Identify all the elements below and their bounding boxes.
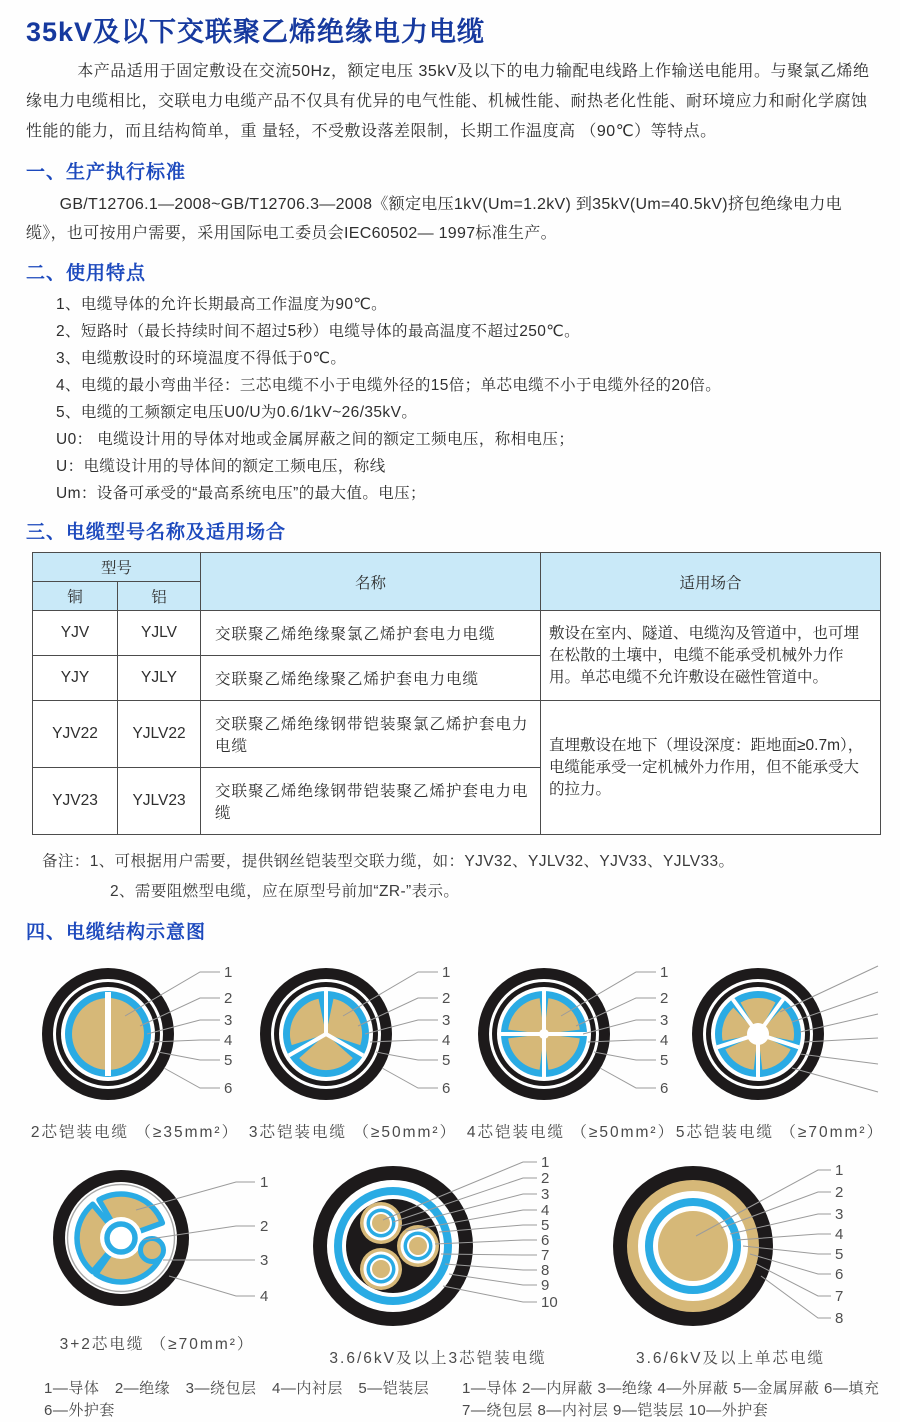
cell-name: 交联聚乙烯绝缘聚乙烯护套电力电缆 — [201, 656, 541, 701]
svg-text:3: 3 — [442, 1012, 451, 1029]
svg-text:3: 3 — [260, 1252, 269, 1269]
remark-line: 2、需要阻燃型电缆，应在原型号前加“ZR-”表示。 — [110, 883, 460, 900]
svg-text:1: 1 — [835, 1162, 844, 1179]
svg-text:7: 7 — [835, 1288, 844, 1305]
diagram-3core — [244, 950, 462, 1142]
svg-text:2: 2 — [260, 1218, 269, 1235]
feature-item: U0： 电缆设计用的导体对地或金属屏蔽之间的额定工频电压，称相电压； — [56, 431, 575, 448]
svg-text:7: 7 — [541, 1247, 550, 1264]
legend-line: 1—导体 2—内屏蔽 3—绝缘 4—外屏蔽 5—金属屏蔽 6—填充 — [462, 1380, 880, 1397]
cell-model-cu: YJV22 — [33, 701, 118, 768]
diagram-3plus2core — [26, 1152, 288, 1354]
diagram-caption: 3+2芯电缆 （≥70mm²） — [59, 1336, 255, 1353]
feature-item: 1、电缆导体的允许长期最高工作温度为90℃。 — [56, 296, 388, 313]
svg-text:4: 4 — [224, 1032, 233, 1049]
feature-list — [26, 291, 880, 507]
svg-text:4: 4 — [442, 1032, 451, 1049]
page-title: 35kV及以下交联聚乙烯绝缘电力电缆 — [26, 17, 486, 47]
diagram-caption: 5芯铠装电缆 （≥70mm²） — [675, 1124, 885, 1141]
diagram-4core — [462, 950, 680, 1142]
section-1-body: GB/T12706.1—2008~GB/T12706.3—2008《额定电压1kV(Um=1.2kV) 到35kV(Um=40.5kV)挤包绝缘电力电缆》，也可按用户需要，采用国际电工委员会IEC60502— 1997标准生产。 — [26, 196, 842, 242]
svg-text:3: 3 — [660, 1012, 669, 1029]
table-header-row — [33, 553, 881, 582]
cable-cross-section-6kv-1core-image — [593, 1152, 868, 1344]
svg-text:2: 2 — [541, 1170, 550, 1187]
diagram-6kv-1core — [588, 1152, 873, 1368]
cable-cross-section-4core-image — [466, 950, 676, 1118]
cable-cross-section-3core-image — [248, 950, 458, 1118]
svg-text:5: 5 — [224, 1052, 233, 1069]
feature-item: U：电缆设计用的导体间的额定工频电压，称线 — [56, 458, 386, 475]
feature-item: 3、电缆敷设时的环境温度不得低于0℃。 — [56, 350, 347, 367]
section-2-heading: 二、使用特点 — [26, 263, 147, 284]
legend-shielded — [462, 1378, 880, 1422]
svg-text:6: 6 — [835, 1266, 844, 1283]
cell-name: 交联聚乙烯绝缘钢带铠装聚氯乙烯护套电力电缆 — [201, 701, 541, 768]
cell-model-cu: YJY — [33, 656, 118, 701]
svg-text:4: 4 — [260, 1288, 269, 1305]
cell-name: 交联聚乙烯绝缘钢带铠装聚乙烯护套电力电缆 — [201, 768, 541, 835]
cell-model-cu: YJV — [33, 611, 118, 656]
diagram-row-1 — [26, 950, 885, 1142]
svg-text:4: 4 — [541, 1202, 550, 1219]
svg-text:6: 6 — [224, 1080, 233, 1097]
svg-text:3: 3 — [835, 1206, 844, 1223]
section-3-heading: 三、电缆型号名称及适用场合 — [26, 522, 287, 543]
header-model: 型号 — [33, 553, 201, 582]
svg-text:3: 3 — [541, 1186, 550, 1203]
cell-model-al: YJLV22 — [118, 701, 201, 768]
feature-item: 4、电缆的最小弯曲半径：三芯电缆不小于电缆外径的15倍；单芯电缆不小于电缆外径的20倍。 — [56, 377, 722, 394]
feature-item: 2、短路时（最长持续时间不超过5秒）电缆导体的最高温度不超过250℃。 — [56, 323, 581, 340]
cable-cross-section-6kv-3core-image — [293, 1152, 583, 1344]
svg-text:4: 4 — [835, 1226, 844, 1243]
diagram-2core — [26, 950, 244, 1142]
legend-line: 7—绕包层 8—内衬层 9—铠装层 10—外护套 — [462, 1402, 769, 1419]
cell-application: 敷设在室内、隧道、电缆沟及管道中，也可埋在松散的土壤中，电缆不能承受机械外力作用。单芯电缆不允许敷设在磁性管道中。 — [541, 611, 881, 701]
diagram-row-2 — [26, 1152, 880, 1368]
legend-row — [44, 1378, 880, 1422]
table-row — [33, 611, 881, 656]
cell-model-al: YJLY — [118, 656, 201, 701]
svg-text:4: 4 — [660, 1032, 669, 1049]
legend-line: 1—导体 2—绝缘 3—绕包层 4—内衬层 5—铠装层 — [44, 1380, 430, 1397]
table-row — [33, 701, 881, 768]
svg-text:8: 8 — [541, 1262, 550, 1279]
svg-text:6: 6 — [442, 1080, 451, 1097]
core — [397, 1225, 439, 1267]
diagram-caption: 2芯铠装电缆 （≥35mm²） — [30, 1124, 240, 1141]
svg-text:1: 1 — [660, 964, 669, 981]
remarks — [42, 847, 880, 907]
core — [360, 1248, 402, 1290]
core — [360, 1202, 402, 1244]
svg-text:5: 5 — [835, 1246, 844, 1263]
legend-armoured — [44, 1378, 462, 1422]
diagram-area — [26, 950, 885, 1422]
cell-name: 交联聚乙烯绝缘聚氯乙烯护套电力电缆 — [201, 611, 541, 656]
svg-text:1: 1 — [224, 964, 233, 981]
feature-item: 5、电缆的工频额定电压U0/U为0.6/1kV~26/35kV。 — [56, 404, 418, 421]
diagram-5core — [675, 950, 885, 1142]
svg-text:8: 8 — [835, 1310, 844, 1327]
cell-model-al: YJLV23 — [118, 768, 201, 835]
cable-model-table — [32, 552, 881, 835]
legend-line: 6—外护套 — [44, 1402, 115, 1419]
header-application: 适用场合 — [541, 553, 881, 611]
svg-text:3: 3 — [224, 1012, 233, 1029]
diagram-caption: 4芯铠装电缆 （≥50mm²） — [466, 1124, 676, 1141]
svg-text:1: 1 — [541, 1154, 550, 1171]
remark-line: 备注：1、可根据用户需要，提供钢丝铠装型交联力缆，如：YJV32、YJLV32、YJV33、YJLV33。 — [42, 853, 735, 870]
diagram-caption: 3.6/6kV及以上3芯铠装电缆 — [329, 1350, 547, 1367]
svg-text:6: 6 — [541, 1232, 550, 1249]
header-copper: 铜 — [33, 582, 118, 611]
cable-cross-section-2core-image — [30, 950, 240, 1118]
feature-item: Um：设备可承受的“最高系统电压”的最大值。电压； — [56, 485, 426, 502]
svg-text:9: 9 — [541, 1277, 550, 1294]
cable-cross-section-3plus2core-image — [31, 1152, 283, 1330]
svg-text:1: 1 — [442, 964, 451, 981]
svg-text:2: 2 — [660, 990, 669, 1007]
svg-text:5: 5 — [442, 1052, 451, 1069]
cell-model-cu: YJV23 — [33, 768, 118, 835]
svg-text:5: 5 — [660, 1052, 669, 1069]
cell-application: 直埋敷设在地下（埋设深度：距地面≥0.7m），电缆能承受一定机械外力作用，但不能承受大的拉力。 — [541, 701, 881, 835]
section-1-heading: 一、生产执行标准 — [26, 162, 187, 183]
intro-paragraph: 本产品适用于固定敷设在交流50Hz，额定电压 35kV及以下的电力输配电线路上作输送电能用。与聚氯乙烯绝缘电力电缆相比，交联电力电缆产品不仅具有优异的电气性能、机械性能、耐热老化性能、耐环境应力和耐化学腐蚀性能的能力，而且结构简单，重 量轻，不受敷设落差限制，长期工作温度高 （90℃）等特点。 — [26, 63, 870, 140]
svg-text:1: 1 — [260, 1174, 269, 1191]
header-name: 名称 — [201, 553, 541, 611]
svg-text:6: 6 — [660, 1080, 669, 1097]
svg-text:2: 2 — [442, 990, 451, 1007]
svg-text:5: 5 — [541, 1217, 550, 1234]
svg-text:2: 2 — [835, 1184, 844, 1201]
svg-text:10: 10 — [541, 1294, 558, 1311]
cable-cross-section-5core-image — [680, 950, 880, 1118]
cell-model-al: YJLV — [118, 611, 201, 656]
diagram-caption: 3芯铠装电缆 （≥50mm²） — [248, 1124, 458, 1141]
section-4-heading: 四、电缆结构示意图 — [26, 922, 207, 943]
diagram-6kv-3core — [288, 1152, 588, 1368]
diagram-caption: 3.6/6kV及以上单芯电缆 — [635, 1350, 826, 1367]
header-aluminum: 铝 — [118, 582, 201, 611]
svg-text:2: 2 — [224, 990, 233, 1007]
